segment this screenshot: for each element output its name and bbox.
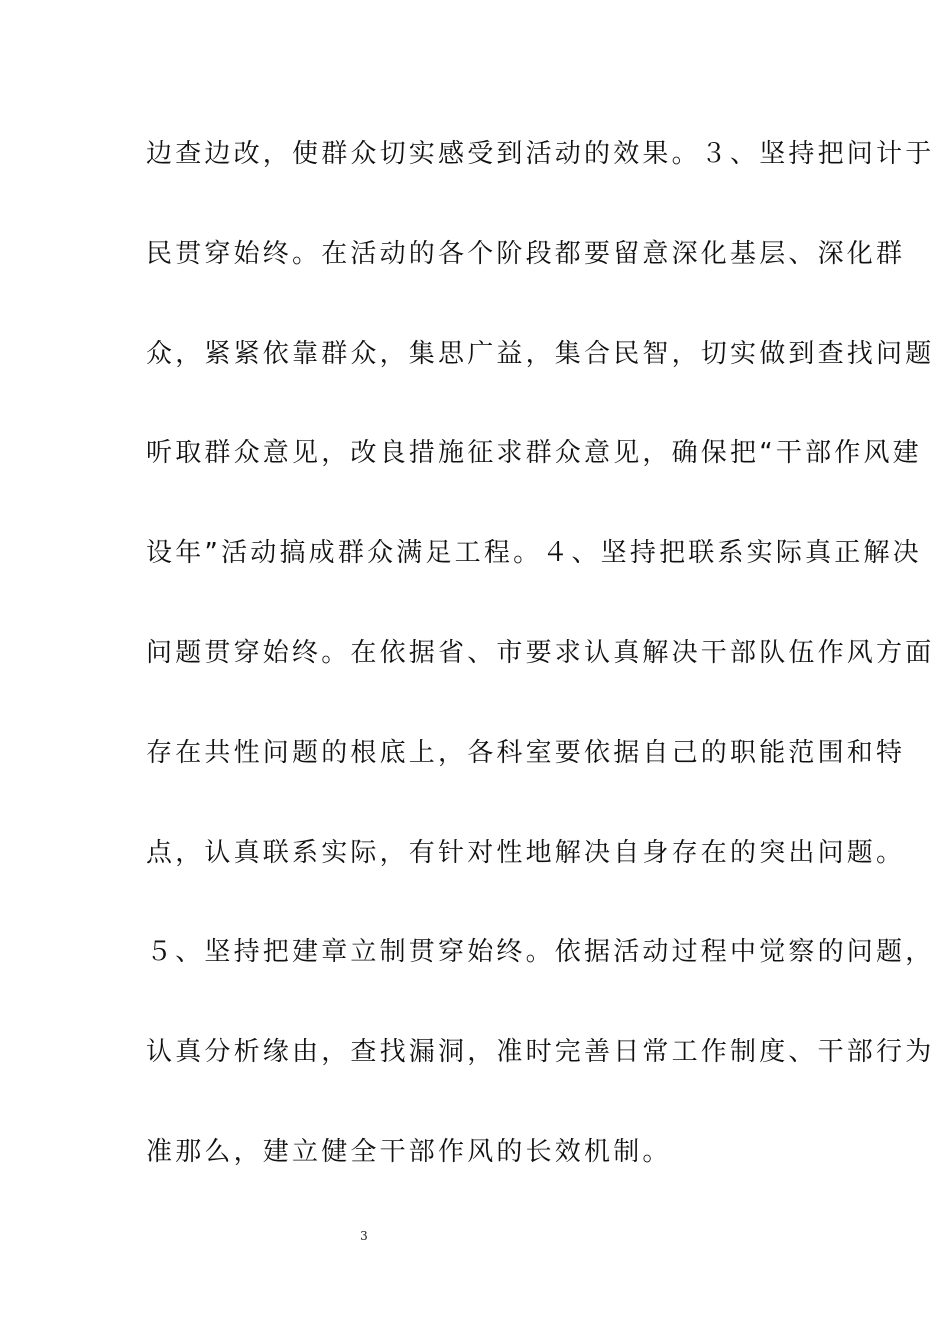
text-line-10: 认真分析缘由，查找漏洞，准时完善日常工作制度、干部行为 [146, 1037, 935, 1067]
text-line-6: 问题贯穿始终。在依据省、市要求认真解决干部队伍作风方面 [146, 638, 935, 668]
text-line-2: 民贯穿始终。在活动的各个阶段都要留意深化基层、深化群 [146, 239, 906, 269]
text-line-9: ５、坚持把建章立制贯穿始终。依据活动过程中觉察的问题， [146, 937, 935, 967]
text-line-8: 点，认真联系实际，有针对性地解决自身存在的突出问题。 [146, 838, 906, 868]
text-line-7: 存在共性问题的根底上，各科室要依据自己的职能范围和特 [146, 738, 906, 768]
text-line-5: 设年”活动搞成群众满足工程。４、坚持把联系实际真正解决 [146, 538, 922, 568]
text-line-3: 众，紧紧依靠群众，集思广益，集合民智，切实做到查找问题 [146, 339, 935, 369]
text-line-1: 边查边改，使群众切实感受到活动的效果。３、坚持把问计于 [146, 139, 935, 169]
page-number: 3 [360, 1229, 368, 1243]
text-line-11: 准那么，建立健全干部作风的长效机制。 [146, 1137, 672, 1167]
text-line-4: 听取群众意见，改良措施征求群众意见，确保把“干部作风建 [146, 438, 922, 468]
